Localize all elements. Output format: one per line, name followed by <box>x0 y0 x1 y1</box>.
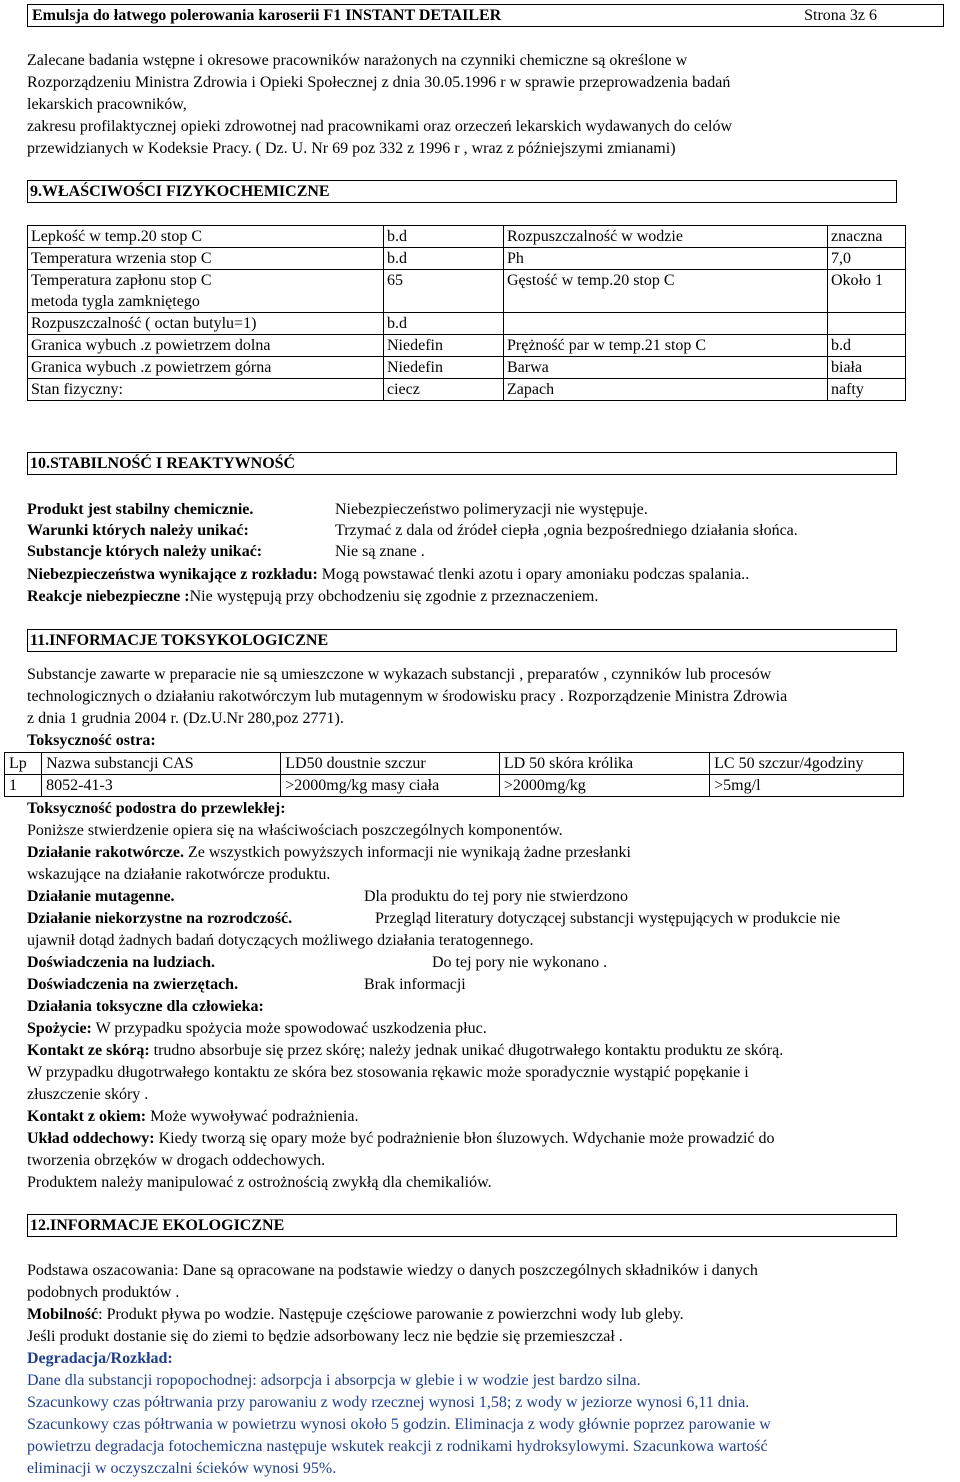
table-cell: metoda tygla zamkniętego <box>28 291 384 313</box>
respiratory-line: Układ oddechowy: Kiedy tworzą się opary może być podrażnienie błon śluzowych. Wdychanie może prowadzić do <box>27 1130 775 1147</box>
table-cell: LC 50 szczur/4godziny <box>710 753 904 775</box>
table-row <box>5 775 904 797</box>
table-cell: Temperatura zapłonu stop C <box>28 270 384 292</box>
table-cell: Temperatura wrzenia stop C <box>28 248 384 270</box>
table-cell <box>828 291 906 313</box>
intro-line: lekarskich pracowników, <box>27 96 187 113</box>
table-cell: Około 1 <box>828 270 906 292</box>
table-row <box>28 313 906 335</box>
table-cell: nafty <box>828 379 906 401</box>
skin-contact-text: W przypadku długotrwałego kontaktu ze skóra bez stosowania rękawic może sporadycznie wystąpić popękanie i <box>27 1064 749 1081</box>
ingestion-line: Spożycie: W przypadku spożycia może spowodować uszkodzenia płuc. <box>27 1020 487 1037</box>
eye-contact-line: Kontakt z okiem: Może wywoływać podrażnienia. <box>27 1108 359 1125</box>
table-cell: >2000mg/kg <box>499 775 709 797</box>
table-cell: 65 <box>384 270 504 292</box>
intro-line: Rozporządzeniu Ministra Zdrowia i Opieki Społecznej z dnia 30.05.1996 r w sprawie przeprowadzenia badań <box>27 74 731 91</box>
intro-line: przewidzianych w Kodeksie Pracy. ( Dz. U. Nr 69 poz 332 z 1996 r , wraz z późniejszymi zmianami) <box>27 140 676 157</box>
tox-paragraph: z dnia 1 grudnia 2004 r. (Dz.U.Nr 280,poz 2771). <box>27 710 344 727</box>
physchem-table <box>27 225 906 401</box>
document-title: Emulsja do łatwego polerowania karoserii F1 INSTANT DETAILER <box>32 7 502 24</box>
table-row <box>28 335 906 357</box>
section-9-heading: 9.WŁAŚCIWOŚCI FIZYKOCHEMICZNE <box>27 180 897 203</box>
reproductive-text-2: ujawnił dotąd żadnych badań dotyczących możliwego działania teratogennego. <box>27 932 534 949</box>
conditions-line: Warunki których należy unikać: <box>27 522 249 539</box>
section-12-heading: 12.INFORMACJE EKOLOGICZNE <box>27 1214 897 1237</box>
respiratory-text: tworzenia obrzęków w drogach oddechowych. <box>27 1152 326 1169</box>
table-cell: Barwa <box>504 357 828 379</box>
table-cell <box>384 291 504 313</box>
carcinogenic-line: Działanie rakotwórcze. Ze wszystkich powyższych informacji nie wynikają żadne przesłanki <box>27 844 631 861</box>
table-cell: Granica wybuch .z powietrzem dolna <box>28 335 384 357</box>
table-cell: znaczna <box>828 226 906 248</box>
table-cell: 7,0 <box>828 248 906 270</box>
hazardous-reactions-line: Reakcje niebezpieczne :Nie występują przy obchodzeniu się zgodnie z przeznaczeniem. <box>27 588 599 605</box>
subchronic-heading: Toksyczność podostra do przewlekłej: <box>27 800 286 817</box>
intro-line: zakresu profilaktycznej opieki zdrowotnej nad pracownikami oraz orzeczeń lekarskich wydawanych do celów <box>27 118 733 135</box>
table-cell: Lepkość w temp.20 stop C <box>28 226 384 248</box>
table-row <box>28 270 906 292</box>
reproductive-text: Przegląd literatury dotyczącej substancji występujących w produkcie nie <box>375 910 841 927</box>
table-cell: Nazwa substancji CAS <box>42 753 281 775</box>
human-effects-heading: Działania toksyczne dla człowieka: <box>27 998 264 1015</box>
eco-paragraph: podobnych produktów . <box>27 1284 180 1301</box>
skin-contact-text: złuszczenie skóry . <box>27 1086 149 1103</box>
table-cell: Ph <box>504 248 828 270</box>
page-number: Strona 3z 6 <box>804 7 877 24</box>
degradation-text: Szacunkowy czas półtrwania w powietrzu wynosi około 5 godzin. Eliminacja z wody głównie poprzez parowanie w <box>27 1416 771 1433</box>
table-row <box>28 379 906 401</box>
skin-contact-line: Kontakt ze skórą: trudno absorbuje się przez skórę; należy jednak unikać długotrwałego kontaktu produktu ze skórą. <box>27 1042 784 1059</box>
table-row <box>28 226 906 248</box>
table-cell: b.d <box>384 226 504 248</box>
mutagenic-text: Dla produktu do tej pory nie stwierdzono <box>364 888 628 905</box>
table-cell <box>828 313 906 335</box>
table-cell: Gęstość w temp.20 stop C <box>504 270 828 292</box>
table-cell: Lp <box>5 753 42 775</box>
table-cell: 1 <box>5 775 42 797</box>
stability-line: Produkt jest stabilny chemicznie. <box>27 501 254 518</box>
table-cell: b.d <box>828 335 906 357</box>
degradation-text: powietrzu degradacja fotochemiczna następuje wskutek reakcji z rodnikami hydroksylowymi. Szacunkowa wartość <box>27 1438 768 1455</box>
conditions-text: Trzymać z dala od źródeł ciepła ,ognia bezpośredniego działania słońca. <box>335 522 798 539</box>
table-cell: Niedefin <box>384 335 504 357</box>
table-cell: Rozpuszczalność w wodzie <box>504 226 828 248</box>
mobility-text: Jeśli produkt dostanie się do ziemi to będzie adsorbowany lecz nie będzie się przemieszczał . <box>27 1328 623 1345</box>
table-cell: LD50 doustnie szczur <box>281 753 500 775</box>
incompatible-line: Substancje których należy unikać: <box>27 543 263 560</box>
table-cell: Zapach <box>504 379 828 401</box>
table-cell: ciecz <box>384 379 504 401</box>
table-cell: >5mg/l <box>710 775 904 797</box>
carcinogenic-text: wskazujące na działanie rakotwórcze produktu. <box>27 866 331 883</box>
degradation-heading: Degradacja/Rozkład: <box>27 1350 173 1367</box>
degradation-text: Dane dla substancji ropopochodnej: adsorpcja i absorpcja w glebie i w wodzie jest bardzo silna. <box>27 1372 641 1389</box>
table-cell: b.d <box>384 313 504 335</box>
table-row <box>28 357 906 379</box>
page-header <box>27 4 944 27</box>
section-10-heading: 10.STABILNOŚĆ I REAKTYWNOŚĆ <box>27 452 897 475</box>
table-header-row <box>5 753 904 775</box>
table-cell: biała <box>828 357 906 379</box>
section-11-heading: 11.INFORMACJE TOKSYKOLOGICZNE <box>27 629 897 652</box>
incompatible-text: Nie są znane . <box>335 543 425 560</box>
table-cell <box>504 291 828 313</box>
table-cell <box>504 313 828 335</box>
stability-text: Niebezpieczeństwo polimeryzacji nie występuje. <box>335 501 648 518</box>
decomposition-line: Niebezpieczeństwa wynikające z rozkładu: Mogą powstawać tlenki azotu i opary amoniaku podczas spalania.. <box>27 566 750 583</box>
table-cell: LD 50 skóra królika <box>499 753 709 775</box>
table-cell: Niedefin <box>384 357 504 379</box>
subchronic-text: Poniższe stwierdzenie opiera się na właściwościach poszczególnych komponentów. <box>27 822 563 839</box>
human-experience-label: Doświadczenia na ludziach. <box>27 954 216 971</box>
table-cell: >2000mg/kg masy ciała <box>281 775 500 797</box>
handling-note: Produktem należy manipulować z ostrożnością zwykłą dla chemikaliów. <box>27 1174 492 1191</box>
tox-paragraph: technologicznych o działaniu rakotwórczym lub mutagennym w środowisku pracy . Rozporządzenie Ministra Zdrowia <box>27 688 788 705</box>
acute-toxicity-label: Toksyczność ostra: <box>27 732 156 749</box>
eco-paragraph: Podstawa oszacowania: Dane są opracowane na podstawie wiedzy o danych poszczególnych składników i danych <box>27 1262 758 1279</box>
human-experience-text: Do tej pory nie wykonano . <box>432 954 608 971</box>
table-cell: Stan fizyczny: <box>28 379 384 401</box>
mobility-line: Mobilność: Produkt pływa po wodzie. Następuje częściowe parowanie z powierzchni wody lub gleby. <box>27 1306 684 1323</box>
table-cell: Granica wybuch .z powietrzem górna <box>28 357 384 379</box>
mutagenic-label: Działanie mutagenne. <box>27 888 175 905</box>
table-cell: b.d <box>384 248 504 270</box>
degradation-text: Szacunkowy czas półtrwania przy parowaniu z wody rzecznej wynosi 1,58; z wody w jeziorze wynosi 6,11 dnia. <box>27 1394 750 1411</box>
tox-paragraph: Substancje zawarte w preparacie nie są umieszczone w wykazach substancji , preparatów , czynników lub procesów <box>27 666 772 683</box>
intro-line: Zalecane badania wstępne i okresowe pracowników narażonych na czynniki chemiczne są określone w <box>27 52 688 69</box>
animal-experience-text: Brak informacji <box>364 976 466 993</box>
table-cell: 8052-41-3 <box>42 775 281 797</box>
animal-experience-label: Doświadczenia na zwierzętach. <box>27 976 239 993</box>
acute-toxicity-table <box>4 752 904 797</box>
table-row <box>28 248 906 270</box>
reproductive-label: Działanie niekorzystne na rozrodczość. <box>27 910 293 927</box>
table-cell: Prężność par w temp.21 stop C <box>504 335 828 357</box>
degradation-text: eliminacji w oczyszczalni ścieków wynosi 95%. <box>27 1460 337 1477</box>
table-row <box>28 291 906 313</box>
table-cell: Rozpuszczalność ( octan butylu=1) <box>28 313 384 335</box>
